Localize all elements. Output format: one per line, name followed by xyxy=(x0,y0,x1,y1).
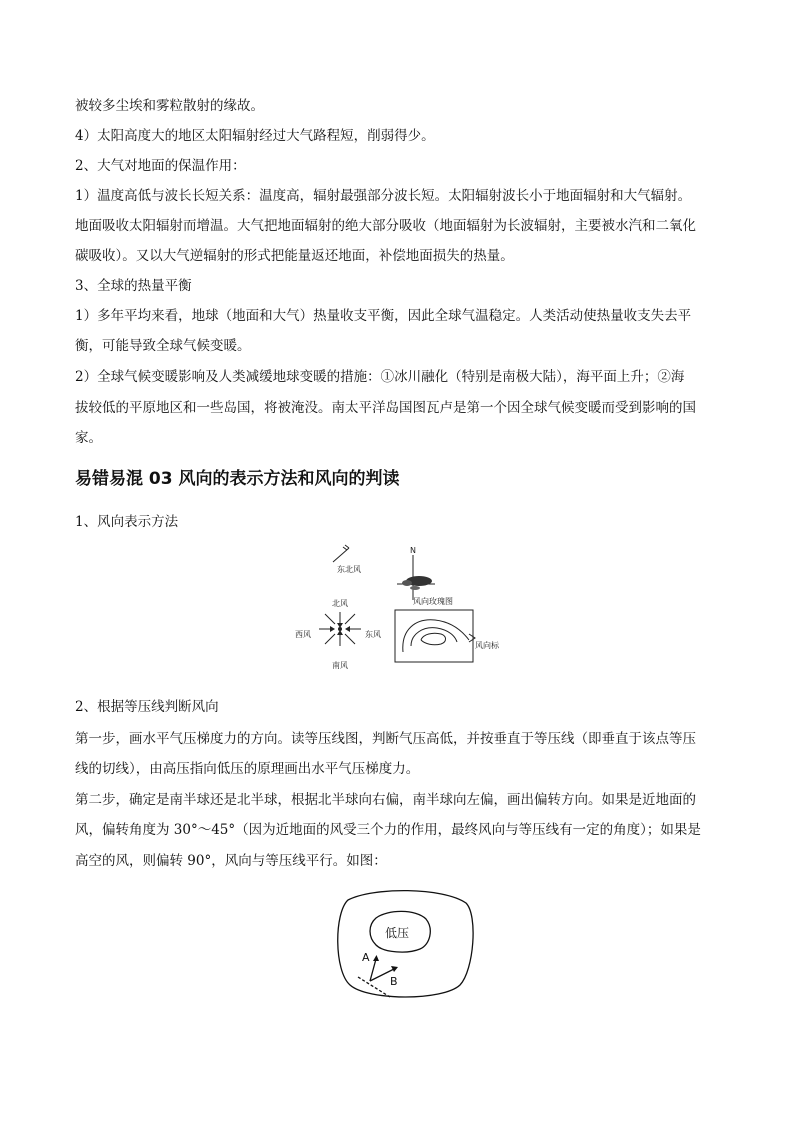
paragraph-line: 2、大气对地面的保温作用： xyxy=(75,158,246,174)
paragraph-line: 线的切线），由高压指向低压的原理画出水平气压梯度力。 xyxy=(75,761,420,777)
compass-arrows-icon xyxy=(319,612,361,646)
paragraph-line: 衡，可能导致全球气候变暖。 xyxy=(75,338,251,354)
paragraph-line: 家。 xyxy=(75,430,102,446)
paragraph-line: 4）太阳高度大的地区太阳辐射经过大气路程短，削弱得少。 xyxy=(75,128,435,144)
subsection-title: 2、根据等压线判断风向 xyxy=(75,699,219,715)
wind-vane-label: 风向标 xyxy=(475,641,499,650)
paragraph-line: 碳吸收）。又以大气逆辐射的形式把能量返还地面，补偿地面损失的热量。 xyxy=(75,248,514,264)
low-pressure-label: 低压 xyxy=(385,926,410,940)
arrow-a xyxy=(370,959,376,981)
paragraph-line: 高空的风，则偏转 90°，风向与等压线平行。如图： xyxy=(75,853,387,869)
east-wind-label: 东风 xyxy=(365,630,381,639)
wind-rose-label: 风向玫瑰图 xyxy=(413,597,453,606)
paragraph-line: 3、全球的热量平衡 xyxy=(75,278,192,294)
northeast-wind-arrow xyxy=(333,545,349,562)
label-a: A xyxy=(362,951,370,964)
paragraph-line: 地面吸收太阳辐射而增温。大气把地面辐射的绝大部分吸收（地面辐射为长波辐射，主要被水汽和二氧化 xyxy=(75,218,696,234)
paragraph-line: 1）温度高低与波长长短关系：温度高，辐射最强部分波长短。太阳辐射波长小于地面辐射和大气辐射。 xyxy=(75,188,692,204)
wind-direction-figure xyxy=(285,540,505,680)
label-b: B xyxy=(390,975,398,988)
wind-vane-map-icon xyxy=(395,610,475,662)
north-wind-label: 北风 xyxy=(332,599,348,608)
south-wind-label: 南风 xyxy=(332,661,348,670)
section-heading: 易错易混 03 风向的表示方法和风向的判读 xyxy=(75,469,400,489)
paragraph-line: 拔较低的平原地区和一些岛国，将被淹没。南太平洋岛国图瓦卢是第一个因全球气候变暖而受到影响的国 xyxy=(75,400,696,416)
paragraph-line: 风，偏转角度为 30°～45°（因为近地面的风受三个力的作用，最终风向与等压线有一定的角度）；如果是 xyxy=(75,822,701,838)
isobar-figure xyxy=(328,885,478,1005)
paragraph-line: 第一步，画水平气压梯度力的方向。读等压线图，判断气压高低，并按垂直于等压线（即垂直于该点等压 xyxy=(75,731,696,747)
wind-rose-icon xyxy=(397,555,435,600)
paragraph-line: 被较多尘埃和雾粒散射的缘故。 xyxy=(75,98,264,114)
paragraph-line: 1）多年平均来看，地球（地面和大气）热量收支平衡，因此全球气温稳定。人类活动使热量收支失去平 xyxy=(75,308,692,324)
paragraph-line: 2）全球气候变暖影响及人类减缓地球变暖的措施：①冰川融化（特别是南极大陆），海平面上升；②海 xyxy=(75,369,685,385)
northeast-wind-label: 东北风 xyxy=(337,565,361,574)
paragraph-line: 第二步，确定是南半球还是北半球，根据北半球向右偏，南半球向左偏，画出偏转方向。如果是近地面的 xyxy=(75,792,696,808)
north-label: N xyxy=(410,546,416,555)
subsection-title: 1、风向表示方法 xyxy=(75,514,179,530)
outer-isobar xyxy=(338,891,473,997)
west-wind-label: 西风 xyxy=(295,630,311,639)
